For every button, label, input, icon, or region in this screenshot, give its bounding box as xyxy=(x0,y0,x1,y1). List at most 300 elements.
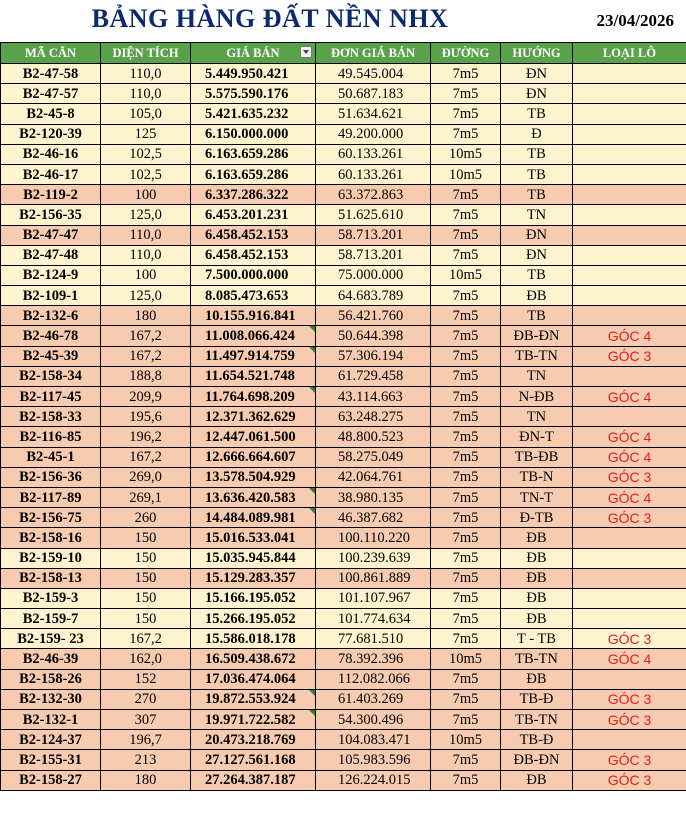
table-row xyxy=(1,366,686,386)
cell-unit-price[interactable]: 57.306.194 xyxy=(316,346,431,366)
cell-price[interactable]: 6.150.000.000 xyxy=(191,124,316,144)
cell-direction[interactable]: TB-ĐB xyxy=(501,447,573,467)
cell-lot-type[interactable] xyxy=(573,185,686,205)
cell-road[interactable]: 7m5 xyxy=(431,487,501,507)
cell-road[interactable]: 7m5 xyxy=(431,185,501,205)
cell-unit-price[interactable]: 77.681.510 xyxy=(316,629,431,649)
cell-unit-price[interactable]: 49.200.000 xyxy=(316,124,431,144)
col-header-code[interactable]: MÃ CĂN xyxy=(1,43,101,64)
cell-direction[interactable]: ĐB xyxy=(501,609,573,629)
cell-road[interactable]: 7m5 xyxy=(431,588,501,608)
cell-code[interactable]: B2-46-78 xyxy=(1,326,101,346)
cell-lot-type[interactable]: GÓC 4 xyxy=(573,427,686,447)
cell-lot-type[interactable] xyxy=(573,366,686,386)
cell-area[interactable]: 167,2 xyxy=(101,447,191,467)
cell-code[interactable]: B2-155-31 xyxy=(1,750,101,770)
cell-lot-type[interactable]: GÓC 3 xyxy=(573,629,686,649)
cell-price[interactable]: 11.497.914.759 xyxy=(191,346,316,366)
cell-unit-price[interactable]: 38.980.135 xyxy=(316,487,431,507)
cell-area[interactable]: 180 xyxy=(101,770,191,790)
cell-unit-price[interactable]: 61.403.269 xyxy=(316,689,431,709)
cell-area[interactable]: 195,6 xyxy=(101,407,191,427)
table-row xyxy=(1,770,686,790)
col-header-road[interactable]: ĐƯỜNG xyxy=(431,43,501,64)
cell-direction[interactable]: ĐB xyxy=(501,568,573,588)
cell-road[interactable]: 7m5 xyxy=(431,124,501,144)
cell-area[interactable]: 269,1 xyxy=(101,487,191,507)
cell-road[interactable]: 7m5 xyxy=(431,286,501,306)
cell-code[interactable]: B2-132-30 xyxy=(1,689,101,709)
cell-direction[interactable]: TB-N xyxy=(501,467,573,487)
cell-direction[interactable]: TN xyxy=(501,407,573,427)
cell-road[interactable]: 7m5 xyxy=(431,366,501,386)
cell-lot-type[interactable] xyxy=(573,164,686,184)
table-row xyxy=(1,104,686,124)
cell-price[interactable]: 15.129.283.357 xyxy=(191,568,316,588)
cell-code[interactable]: B2-158-26 xyxy=(1,669,101,689)
cell-road[interactable]: 7m5 xyxy=(431,447,501,467)
table-row xyxy=(1,568,686,588)
cell-code[interactable]: B2-156-75 xyxy=(1,508,101,528)
cell-direction[interactable]: TB-TN xyxy=(501,710,573,730)
cell-price[interactable]: 10.155.916.841 xyxy=(191,306,316,326)
cell-road[interactable]: 7m5 xyxy=(431,629,501,649)
table-row xyxy=(1,225,686,245)
col-header-price-label: GIÁ BÁN xyxy=(226,46,280,60)
table-row xyxy=(1,730,686,750)
cell-lot-type[interactable] xyxy=(573,124,686,144)
cell-unit-price[interactable]: 43.114.663 xyxy=(316,387,431,407)
cell-code[interactable]: B2-156-36 xyxy=(1,467,101,487)
cell-area[interactable]: 209,9 xyxy=(101,387,191,407)
table-row xyxy=(1,447,686,467)
cell-area[interactable]: 150 xyxy=(101,588,191,608)
table-row xyxy=(1,245,686,265)
cell-price[interactable]: 15.166.195.052 xyxy=(191,588,316,608)
cell-area[interactable]: 152 xyxy=(101,669,191,689)
table-row xyxy=(1,326,686,346)
cell-area[interactable]: 162,0 xyxy=(101,649,191,669)
table-row xyxy=(1,346,686,366)
cell-code[interactable]: B2-117-45 xyxy=(1,387,101,407)
cell-area[interactable]: 110,0 xyxy=(101,225,191,245)
cell-code[interactable]: B2-158-13 xyxy=(1,568,101,588)
cell-price[interactable]: 5.575.590.176 xyxy=(191,84,316,104)
cell-lot-type[interactable]: GÓC 3 xyxy=(573,346,686,366)
table-row xyxy=(1,84,686,104)
cell-area[interactable]: 167,2 xyxy=(101,629,191,649)
cell-lot-type[interactable] xyxy=(573,528,686,548)
cell-unit-price[interactable]: 101.107.967 xyxy=(316,588,431,608)
cell-direction[interactable]: N-ĐB xyxy=(501,387,573,407)
cell-code[interactable]: B2-47-48 xyxy=(1,245,101,265)
cell-lot-type[interactable] xyxy=(573,245,686,265)
cell-area[interactable]: 167,2 xyxy=(101,346,191,366)
cell-area[interactable]: 167,2 xyxy=(101,326,191,346)
cell-road[interactable]: 7m5 xyxy=(431,427,501,447)
cell-area[interactable]: 196,2 xyxy=(101,427,191,447)
cell-direction[interactable]: TB xyxy=(501,104,573,124)
cell-road[interactable]: 7m5 xyxy=(431,689,501,709)
cell-road[interactable]: 7m5 xyxy=(431,467,501,487)
cell-area[interactable]: 213 xyxy=(101,750,191,770)
cell-price[interactable]: 27.127.561.168 xyxy=(191,750,316,770)
cell-area[interactable]: 150 xyxy=(101,548,191,568)
cell-road[interactable]: 7m5 xyxy=(431,326,501,346)
cell-road[interactable]: 7m5 xyxy=(431,528,501,548)
cell-code[interactable]: B2-158-27 xyxy=(1,770,101,790)
cell-lot-type[interactable] xyxy=(573,568,686,588)
cell-direction[interactable]: TB xyxy=(501,185,573,205)
cell-lot-type[interactable]: GÓC 3 xyxy=(573,770,686,790)
cell-direction[interactable]: ĐN xyxy=(501,225,573,245)
cell-direction[interactable]: TB xyxy=(501,306,573,326)
cell-direction[interactable]: TB xyxy=(501,265,573,285)
cell-unit-price[interactable]: 100.239.639 xyxy=(316,548,431,568)
cell-direction[interactable]: ĐB-ĐN xyxy=(501,750,573,770)
cell-lot-type[interactable]: GÓC 3 xyxy=(573,689,686,709)
cell-code[interactable]: B2-159-10 xyxy=(1,548,101,568)
cell-unit-price[interactable]: 78.392.396 xyxy=(316,649,431,669)
cell-code[interactable]: B2-45-1 xyxy=(1,447,101,467)
cell-price[interactable]: 12.666.664.607 xyxy=(191,447,316,467)
cell-lot-type[interactable] xyxy=(573,205,686,225)
cell-direction[interactable]: ĐB-ĐN xyxy=(501,326,573,346)
cell-road[interactable]: 10m5 xyxy=(431,265,501,285)
cell-lot-type[interactable] xyxy=(573,144,686,164)
cell-area[interactable]: 269,0 xyxy=(101,467,191,487)
cell-lot-type[interactable]: GÓC 4 xyxy=(573,326,686,346)
table-row xyxy=(1,629,686,649)
table-row xyxy=(1,286,686,306)
cell-direction[interactable]: ĐB xyxy=(501,286,573,306)
cell-area[interactable]: 150 xyxy=(101,568,191,588)
col-header-unit-price[interactable]: ĐƠN GIÁ BÁN xyxy=(316,43,431,64)
cell-price[interactable]: 14.484.089.981 xyxy=(191,508,316,528)
cell-direction[interactable]: ĐB xyxy=(501,528,573,548)
cell-price[interactable]: 13.636.420.583 xyxy=(191,487,316,507)
table-row xyxy=(1,124,686,144)
cell-road[interactable]: 7m5 xyxy=(431,710,501,730)
inventory-table xyxy=(0,42,686,791)
cell-area[interactable]: 100 xyxy=(101,265,191,285)
cell-code[interactable]: B2-124-37 xyxy=(1,730,101,750)
cell-unit-price[interactable]: 101.774.634 xyxy=(316,609,431,629)
cell-area[interactable]: 110,0 xyxy=(101,84,191,104)
cell-road[interactable]: 7m5 xyxy=(431,609,501,629)
cell-lot-type[interactable] xyxy=(573,84,686,104)
cell-area[interactable]: 270 xyxy=(101,689,191,709)
cell-direction[interactable]: ĐN xyxy=(501,84,573,104)
cell-price[interactable]: 6.453.201.231 xyxy=(191,205,316,225)
cell-unit-price[interactable]: 58.713.201 xyxy=(316,225,431,245)
cell-area[interactable]: 100 xyxy=(101,185,191,205)
cell-price[interactable]: 5.449.950.421 xyxy=(191,64,316,84)
cell-code[interactable]: B2-159-3 xyxy=(1,588,101,608)
cell-area[interactable]: 180 xyxy=(101,306,191,326)
cell-price[interactable]: 17.036.474.064 xyxy=(191,669,316,689)
cell-lot-type[interactable]: GÓC 4 xyxy=(573,447,686,467)
cell-direction[interactable]: Đ-TB xyxy=(501,508,573,528)
cell-direction[interactable]: T - TB xyxy=(501,629,573,649)
cell-direction[interactable]: ĐN-T xyxy=(501,427,573,447)
table-row xyxy=(1,144,686,164)
cell-area[interactable]: 105,0 xyxy=(101,104,191,124)
table-row xyxy=(1,387,686,407)
cell-road[interactable]: 10m5 xyxy=(431,730,501,750)
cell-code[interactable]: B2-158-33 xyxy=(1,407,101,427)
cell-price[interactable]: 6.458.452.153 xyxy=(191,225,316,245)
cell-direction[interactable]: ĐB xyxy=(501,548,573,568)
cell-lot-type[interactable]: GÓC 4 xyxy=(573,649,686,669)
cell-direction[interactable]: TB xyxy=(501,164,573,184)
cell-road[interactable]: 7m5 xyxy=(431,104,501,124)
cell-unit-price[interactable]: 58.713.201 xyxy=(316,245,431,265)
cell-code[interactable]: B2-158-34 xyxy=(1,366,101,386)
cell-unit-price[interactable]: 75.000.000 xyxy=(316,265,431,285)
cell-road[interactable]: 10m5 xyxy=(431,144,501,164)
cell-unit-price[interactable]: 48.800.523 xyxy=(316,427,431,447)
cell-lot-type[interactable] xyxy=(573,669,686,689)
table-row xyxy=(1,265,686,285)
sheet-title: BẢNG HÀNG ĐẤT NỀN NHX xyxy=(91,4,449,33)
cell-road[interactable]: 7m5 xyxy=(431,568,501,588)
table-row xyxy=(1,185,686,205)
cell-unit-price[interactable]: 51.634.621 xyxy=(316,104,431,124)
cell-area[interactable]: 102,5 xyxy=(101,144,191,164)
cell-code[interactable]: B2-156-35 xyxy=(1,205,101,225)
cell-unit-price[interactable]: 100.861.889 xyxy=(316,568,431,588)
cell-flag-icon xyxy=(309,347,315,353)
table-row xyxy=(1,427,686,447)
cell-code[interactable]: B2-109-1 xyxy=(1,286,101,306)
table-row xyxy=(1,609,686,629)
cell-direction[interactable]: TN xyxy=(501,205,573,225)
cell-unit-price[interactable]: 126.224.015 xyxy=(316,770,431,790)
cell-lot-type[interactable] xyxy=(573,225,686,245)
cell-road[interactable]: 7m5 xyxy=(431,64,501,84)
cell-price[interactable]: 6.337.286.322 xyxy=(191,185,316,205)
cell-area[interactable]: 150 xyxy=(101,528,191,548)
cell-direction[interactable]: TB-Đ xyxy=(501,730,573,750)
cell-lot-type[interactable]: GÓC 3 xyxy=(573,467,686,487)
cell-code[interactable]: B2-46-17 xyxy=(1,164,101,184)
cell-area[interactable]: 196,7 xyxy=(101,730,191,750)
cell-code[interactable]: B2-120-39 xyxy=(1,124,101,144)
table-row xyxy=(1,528,686,548)
cell-code[interactable]: B2-47-47 xyxy=(1,225,101,245)
cell-direction[interactable]: ĐB xyxy=(501,669,573,689)
cell-code[interactable]: B2-116-85 xyxy=(1,427,101,447)
cell-price[interactable]: 15.035.945.844 xyxy=(191,548,316,568)
cell-price[interactable]: 11.008.066.424 xyxy=(191,326,316,346)
cell-unit-price[interactable]: 50.644.398 xyxy=(316,326,431,346)
cell-code[interactable]: B2-117-89 xyxy=(1,487,101,507)
cell-road[interactable]: 7m5 xyxy=(431,306,501,326)
cell-unit-price[interactable]: 49.545.004 xyxy=(316,64,431,84)
cell-unit-price[interactable]: 64.683.789 xyxy=(316,286,431,306)
cell-lot-type[interactable] xyxy=(573,64,686,84)
cell-lot-type[interactable] xyxy=(573,407,686,427)
col-header-area[interactable]: DIỆN TÍCH xyxy=(101,43,191,64)
cell-unit-price[interactable]: 61.729.458 xyxy=(316,366,431,386)
cell-direction[interactable]: TB xyxy=(501,144,573,164)
cell-price[interactable]: 6.163.659.286 xyxy=(191,144,316,164)
cell-price[interactable]: 15.586.018.178 xyxy=(191,629,316,649)
cell-unit-price[interactable]: 60.133.261 xyxy=(316,144,431,164)
cell-unit-price[interactable]: 112.082.066 xyxy=(316,669,431,689)
dropdown-filter-icon[interactable] xyxy=(300,46,312,58)
cell-flag-icon xyxy=(309,488,315,494)
cell-code[interactable]: B2-124-9 xyxy=(1,265,101,285)
cell-unit-price[interactable]: 60.133.261 xyxy=(316,164,431,184)
cell-price[interactable]: 15.016.533.041 xyxy=(191,528,316,548)
table-row xyxy=(1,64,686,84)
table-row xyxy=(1,467,686,487)
cell-lot-type[interactable] xyxy=(573,730,686,750)
cell-unit-price[interactable]: 63.372.863 xyxy=(316,185,431,205)
cell-unit-price[interactable]: 42.064.761 xyxy=(316,467,431,487)
cell-direction[interactable]: TB-TN xyxy=(501,346,573,366)
table-row xyxy=(1,508,686,528)
cell-road[interactable]: 7m5 xyxy=(431,669,501,689)
cell-road[interactable]: 7m5 xyxy=(431,205,501,225)
cell-price[interactable]: 7.500.000.000 xyxy=(191,265,316,285)
cell-code[interactable]: B2-158-16 xyxy=(1,528,101,548)
cell-road[interactable]: 7m5 xyxy=(431,245,501,265)
table-row xyxy=(1,205,686,225)
cell-price[interactable]: 6.458.452.153 xyxy=(191,245,316,265)
cell-direction[interactable]: TN-T xyxy=(501,487,573,507)
cell-lot-type[interactable]: GÓC 3 xyxy=(573,508,686,528)
cell-direction[interactable]: TB-TN xyxy=(501,649,573,669)
cell-lot-type[interactable] xyxy=(573,104,686,124)
cell-code[interactable]: B2-46-16 xyxy=(1,144,101,164)
cell-road[interactable]: 7m5 xyxy=(431,548,501,568)
cell-price[interactable]: 19.971.722.582 xyxy=(191,710,316,730)
cell-unit-price[interactable]: 105.983.596 xyxy=(316,750,431,770)
cell-lot-type[interactable]: GÓC 3 xyxy=(573,750,686,770)
cell-code[interactable]: B2-132-6 xyxy=(1,306,101,326)
cell-code[interactable]: B2-159- 23 xyxy=(1,629,101,649)
cell-direction[interactable]: Đ xyxy=(501,124,573,144)
cell-unit-price[interactable]: 50.687.183 xyxy=(316,84,431,104)
cell-road[interactable]: 7m5 xyxy=(431,387,501,407)
cell-direction[interactable]: TN xyxy=(501,366,573,386)
cell-area[interactable]: 307 xyxy=(101,710,191,730)
cell-unit-price[interactable]: 56.421.760 xyxy=(316,306,431,326)
cell-lot-type[interactable] xyxy=(573,286,686,306)
cell-unit-price[interactable]: 54.300.496 xyxy=(316,710,431,730)
cell-lot-type[interactable]: GÓC 4 xyxy=(573,387,686,407)
cell-price[interactable]: 20.473.218.769 xyxy=(191,730,316,750)
cell-flag-icon xyxy=(309,326,315,332)
cell-road[interactable]: 10m5 xyxy=(431,649,501,669)
cell-price[interactable]: 13.578.504.929 xyxy=(191,467,316,487)
cell-price[interactable]: 12.447.061.500 xyxy=(191,427,316,447)
cell-code[interactable]: B2-47-58 xyxy=(1,64,101,84)
cell-lot-type[interactable] xyxy=(573,265,686,285)
cell-lot-type[interactable] xyxy=(573,306,686,326)
cell-area[interactable]: 125,0 xyxy=(101,205,191,225)
cell-road[interactable]: 7m5 xyxy=(431,225,501,245)
cell-area[interactable]: 102,5 xyxy=(101,164,191,184)
cell-road[interactable]: 7m5 xyxy=(431,750,501,770)
cell-area[interactable]: 260 xyxy=(101,508,191,528)
col-header-lot-type[interactable]: LOẠI LÔ xyxy=(573,43,686,64)
cell-direction[interactable]: ĐB xyxy=(501,770,573,790)
cell-direction[interactable]: ĐN xyxy=(501,245,573,265)
cell-road[interactable]: 7m5 xyxy=(431,407,501,427)
cell-price[interactable]: 12.371.362.629 xyxy=(191,407,316,427)
cell-price[interactable]: 27.264.387.187 xyxy=(191,770,316,790)
cell-code[interactable]: B2-132-1 xyxy=(1,710,101,730)
cell-price[interactable]: 16.509.438.672 xyxy=(191,649,316,669)
cell-road[interactable]: 7m5 xyxy=(431,84,501,104)
col-header-direction[interactable]: HƯỚNG xyxy=(501,43,573,64)
table-row xyxy=(1,407,686,427)
cell-lot-type[interactable] xyxy=(573,609,686,629)
cell-area[interactable]: 150 xyxy=(101,609,191,629)
cell-area[interactable]: 125,0 xyxy=(101,286,191,306)
cell-price[interactable]: 6.163.659.286 xyxy=(191,164,316,184)
cell-unit-price[interactable]: 63.248.275 xyxy=(316,407,431,427)
cell-direction[interactable]: ĐB xyxy=(501,588,573,608)
cell-road[interactable]: 7m5 xyxy=(431,346,501,366)
cell-code[interactable]: B2-159-7 xyxy=(1,609,101,629)
col-header-price[interactable] xyxy=(191,43,316,64)
cell-lot-type[interactable]: GÓC 4 xyxy=(573,487,686,507)
cell-price[interactable]: 11.654.521.748 xyxy=(191,366,316,386)
cell-unit-price[interactable]: 51.625.610 xyxy=(316,205,431,225)
table-row xyxy=(1,669,686,689)
cell-price[interactable]: 11.764.698.209 xyxy=(191,387,316,407)
cell-price[interactable]: 8.085.473.653 xyxy=(191,286,316,306)
cell-lot-type[interactable] xyxy=(573,548,686,568)
cell-code[interactable]: B2-46-39 xyxy=(1,649,101,669)
cell-road[interactable]: 7m5 xyxy=(431,508,501,528)
table-row xyxy=(1,649,686,669)
cell-code[interactable]: B2-45-8 xyxy=(1,104,101,124)
cell-lot-type[interactable] xyxy=(573,588,686,608)
cell-price[interactable]: 5.421.635.232 xyxy=(191,104,316,124)
cell-road[interactable]: 10m5 xyxy=(431,164,501,184)
table-row xyxy=(1,750,686,770)
cell-road[interactable]: 7m5 xyxy=(431,770,501,790)
cell-flag-icon xyxy=(309,690,315,696)
cell-unit-price[interactable]: 100.110.220 xyxy=(316,528,431,548)
cell-code[interactable]: B2-45-39 xyxy=(1,346,101,366)
cell-area[interactable]: 188,8 xyxy=(101,366,191,386)
cell-direction[interactable]: ĐN xyxy=(501,64,573,84)
cell-flag-icon xyxy=(309,710,315,716)
cell-direction[interactable]: TB-Đ xyxy=(501,689,573,709)
cell-area[interactable]: 125 xyxy=(101,124,191,144)
cell-lot-type[interactable]: GÓC 3 xyxy=(573,710,686,730)
cell-price[interactable]: 19.872.553.924 xyxy=(191,689,316,709)
table-row xyxy=(1,164,686,184)
table-row xyxy=(1,306,686,326)
table-row xyxy=(1,710,686,730)
cell-unit-price[interactable]: 46.387.682 xyxy=(316,508,431,528)
cell-code[interactable]: B2-119-2 xyxy=(1,185,101,205)
cell-unit-price[interactable]: 104.083.471 xyxy=(316,730,431,750)
cell-code[interactable]: B2-47-57 xyxy=(1,84,101,104)
cell-unit-price[interactable]: 58.275.049 xyxy=(316,447,431,467)
cell-area[interactable]: 110,0 xyxy=(101,245,191,265)
cell-price[interactable]: 15.266.195.052 xyxy=(191,609,316,629)
cell-area[interactable]: 110,0 xyxy=(101,64,191,84)
